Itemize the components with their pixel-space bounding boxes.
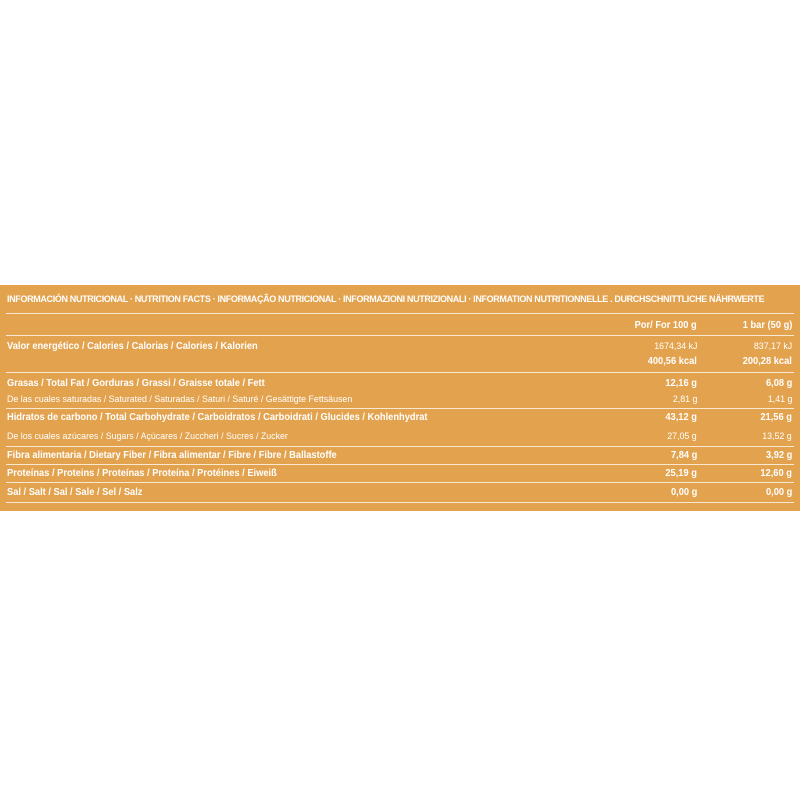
- fat-per-100g: 12,16 g: [665, 378, 697, 389]
- protein-label: Proteínas / Proteins / Proteínas / Proteína / Protéines / Eiweiß: [7, 468, 277, 479]
- fiber-divider: [6, 464, 794, 465]
- column-header-per-bar: 1 bar (50 g): [742, 320, 792, 331]
- energy-divider: [6, 372, 794, 373]
- protein-per-bar: 12,60 g: [760, 468, 792, 479]
- header-divider: [6, 335, 794, 336]
- salt-divider: [6, 502, 794, 503]
- saturated-per-100g: 2,81 g: [672, 394, 697, 405]
- energy-label: Valor energético / Calories / Calorias / Calories / Kalorien: [7, 341, 258, 352]
- nutrition-table: [0, 285, 800, 511]
- fat-divider: [6, 408, 794, 409]
- table-title: INFORMACIÓN NUTRICIONAL · NUTRITION FACTS · INFORMAÇÃO NUTRICIONAL · INFORMAZIONI NUTRIZIONALI · INFORMATION NUTRITIONNELLE . DURCHSCHNITTLICHE NÄHRWERTE: [7, 294, 765, 304]
- sugars-label: De los cuales azúcares / Sugars / Açúcares / Zuccheri / Sucres / Zucker: [7, 431, 288, 442]
- column-header-per-100g: Por/ For 100 g: [634, 320, 697, 331]
- carbs-divider: [6, 446, 794, 447]
- sugars-per-100g: 27,05 g: [667, 431, 697, 442]
- fat-label: Grasas / Total Fat / Gorduras / Grassi / Graisse totale / Fett: [7, 378, 265, 389]
- salt-per-100g: 0,00 g: [670, 487, 697, 498]
- carbs-label: Hidratos de carbono / Total Carbohydrate / Carboidratos / Carboidrati / Glucides / Kohlenhydrat: [7, 412, 428, 423]
- protein-per-100g: 25,19 g: [665, 468, 697, 479]
- salt-per-bar: 0,00 g: [765, 487, 792, 498]
- fiber-label: Fibra alimentaria / Dietary Fiber / Fibra alimentar / Fibre / Fibre / Ballastoffe: [7, 450, 337, 461]
- saturated-per-bar: 1,41 g: [767, 394, 792, 405]
- energy-kcal-per-bar: 200,28 kcal: [742, 356, 792, 367]
- sugars-per-bar: 13,52 g: [762, 431, 792, 442]
- title-divider: [6, 313, 794, 314]
- carbs-per-100g: 43,12 g: [665, 412, 697, 423]
- carbs-per-bar: 21,56 g: [760, 412, 792, 423]
- energy-kj-per-bar: 837,17 kJ: [753, 341, 792, 352]
- fat-per-bar: 6,08 g: [765, 378, 792, 389]
- energy-kj-per-100g: 1674,34 kJ: [653, 341, 697, 352]
- fiber-per-bar: 3,92 g: [765, 450, 792, 461]
- fiber-per-100g: 7,84 g: [670, 450, 697, 461]
- salt-label: Sal / Salt / Sal / Sale / Sel / Salz: [7, 487, 143, 498]
- energy-kcal-per-100g: 400,56 kcal: [647, 356, 697, 367]
- saturated-label: De las cuales saturadas / Saturated / Saturadas / Saturi / Saturé / Gesättigte Fettsäusen: [7, 394, 353, 405]
- protein-divider: [6, 482, 794, 483]
